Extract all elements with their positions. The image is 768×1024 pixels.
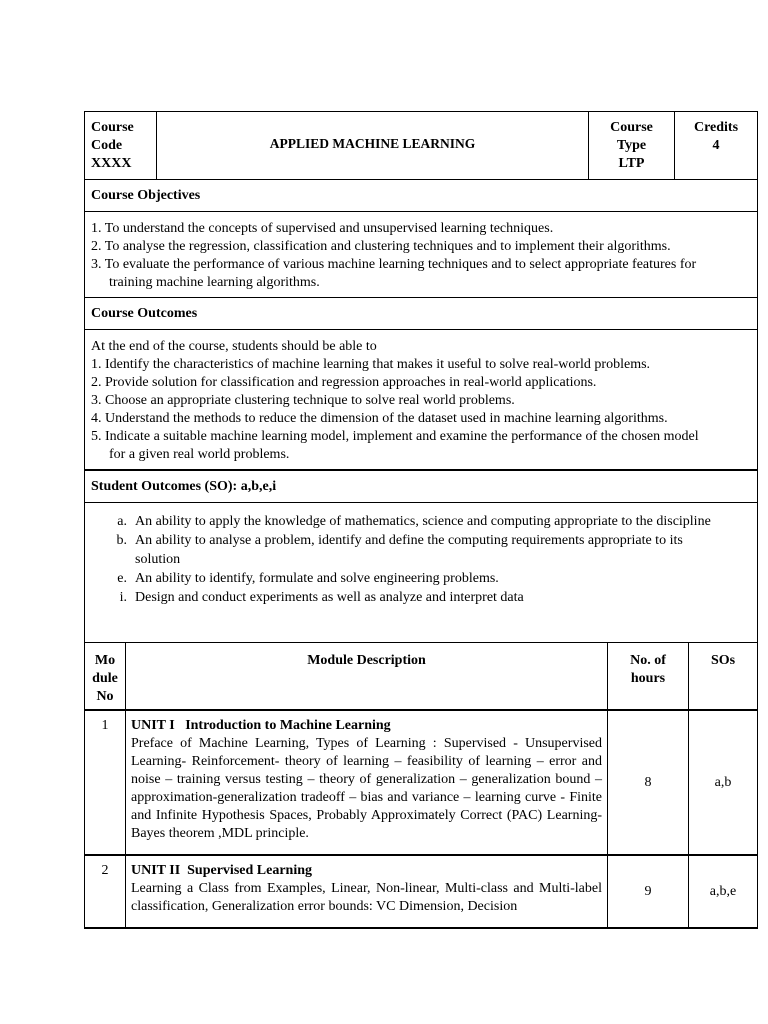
so-letter: e. [117,571,127,586]
so-item [91,588,751,607]
unit-body: Preface of Machine Learning, Types of Learning : Supervised - Unsupervised Learning- Reinforcement- theory of learning – feasibility of learning – error and noise – training versus testing – theory of generalization – generalization bound – approximation-generalization tradeoff – bias and variance – learning curve - Finite and Infinite Hypothesis Spaces, Probably Approximately Correct (PAC) Learning-Bayes theorem ,MDL principle. [131,736,602,841]
module-hours [608,856,689,927]
outcomes-intro: At the end of the course, students should be able to [91,339,377,354]
module-sos-value: a,b,e [709,883,737,899]
course-header-row [85,112,757,180]
so-letter: i. [119,590,127,605]
hours-header [608,643,689,709]
course-code-value: XXXX [91,156,132,171]
course-type-label-2: Type [616,138,647,153]
student-outcomes-heading-row [85,471,757,503]
outcome-item: 5. Indicate a suitable machine learning model, implement and examine the performance of the chosen model [91,429,699,444]
so-text: An ability to identify, formulate and solve engineering problems. [135,571,499,586]
course-type-label: Course [610,120,653,135]
outcome-item-continued: for a given real world problems. [109,447,290,462]
student-outcomes-list [85,503,757,643]
outcome-item: 3. Choose an appropriate clustering technique to solve real world problems. [91,393,515,408]
sos-header-label: SOs [710,653,736,668]
module-description-header-label: Module Description [307,653,426,668]
course-title: APPLIED MACHINE LEARNING [269,136,476,151]
hours-header-line: hours [630,671,666,686]
module-description [126,856,608,927]
module-number: 1 [85,711,126,854]
objective-item: 1. To understand the concepts of supervised and unsupervised learning techniques. [91,221,554,236]
module-description-header [126,643,608,709]
objective-item: 3. To evaluate the performance of various machine learning techniques and to select appropriate features for [91,257,697,272]
credits-label: Credits [693,120,739,135]
student-outcomes-heading: Student Outcomes (SO): a,b,e,i [91,478,277,494]
objective-item-continued: training machine learning algorithms. [109,275,320,290]
course-code-label: Course [91,120,134,135]
so-item [91,569,751,588]
module-sos-value: a,b [714,774,732,790]
outcome-item: 4. Understand the methods to reduce the dimension of the dataset used in machine learning algorithms. [91,411,668,426]
sos-header [689,643,757,709]
so-text: An ability to apply the knowledge of mathematics, science and computing appropriate to the discipline [135,514,711,529]
so-text: Design and conduct experiments as well as analyze and interpret data [135,590,524,605]
module-row [85,856,757,927]
so-letter: a. [117,514,127,529]
objectives-heading-row [85,180,757,212]
unit-body: Learning a Class from Examples, Linear, Non-linear, Multi-class and Multi-label classification, Generalization error bounds: VC Dimension, Decision [131,881,602,914]
outcome-item: 1. Identify the characteristics of machine learning that makes it useful to solve real-world problems. [91,357,651,372]
outcome-item: 2. Provide solution for classification and regression approaches in real-world applications. [91,375,597,390]
objectives-list [85,212,757,298]
credits-cell [675,112,757,179]
module-table-header [85,643,757,711]
outcomes-heading: Course Outcomes [91,305,198,321]
course-title-cell [157,112,589,179]
module-no-header-line: Mo [94,653,116,668]
so-letter: b. [116,533,127,548]
course-syllabus-table [84,111,758,929]
unit-title: UNIT II Supervised Learning [131,863,313,878]
course-type-value: LTP [618,156,645,171]
objective-item: 2. To analyse the regression, classification and clustering techniques and to implement their algorithms. [91,239,671,254]
module-no-header-line: No [96,689,114,704]
module-number: 2 [85,856,126,927]
module-hours [608,711,689,854]
unit-title: UNIT I Introduction to Machine Learning [131,718,391,733]
outcomes-heading-row [85,298,757,330]
module-sos [689,711,757,854]
module-sos [689,856,757,927]
objectives-heading: Course Objectives [91,187,201,203]
module-description [126,711,608,854]
so-text: An ability to analyse a problem, identify and define the computing requirements appropriate to its solution [135,533,683,567]
course-code-label-2: Code [91,138,123,153]
course-type-cell [589,112,675,179]
hours-header-line: No. of [630,653,666,668]
credits-value: 4 [712,138,720,153]
module-row [85,711,757,856]
so-item [91,512,751,531]
module-hours-value: 9 [644,883,652,899]
outcomes-list [85,330,757,471]
course-code-cell [85,112,157,179]
so-item [91,531,751,569]
module-no-header [85,643,126,709]
module-no-header-line: dule [92,671,118,686]
module-hours-value: 8 [644,774,652,790]
